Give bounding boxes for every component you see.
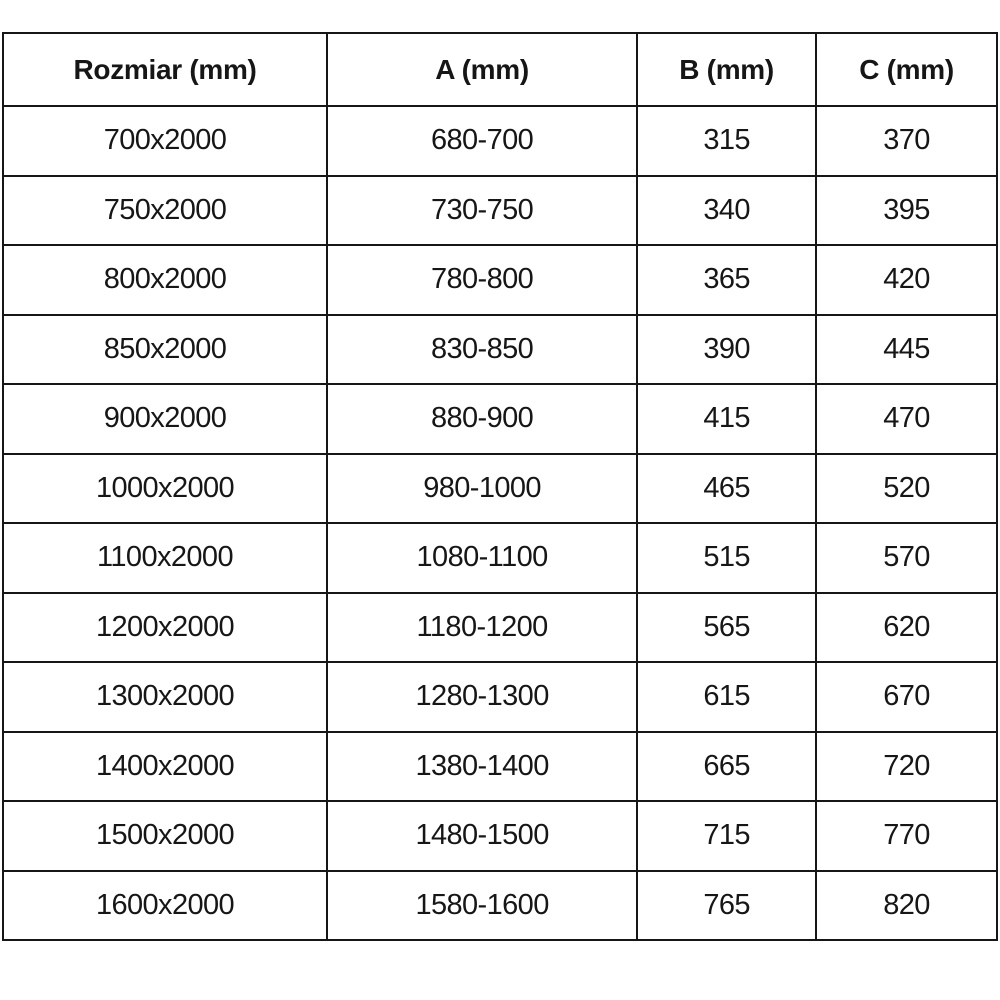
table-cell: 515 (637, 523, 816, 593)
table-row (3, 871, 997, 941)
table-cell: 750x2000 (3, 176, 327, 246)
table-cell: 1380-1400 (327, 732, 637, 802)
table-row (3, 245, 997, 315)
table-cell: 900x2000 (3, 384, 327, 454)
table-cell: 1100x2000 (3, 523, 327, 593)
table-cell: 1500x2000 (3, 801, 327, 871)
table-row (3, 662, 997, 732)
table-cell: 420 (816, 245, 997, 315)
table-cell: 390 (637, 315, 816, 385)
table-cell: 850x2000 (3, 315, 327, 385)
table-cell: 365 (637, 245, 816, 315)
table-cell: 1080-1100 (327, 523, 637, 593)
table-cell: 1600x2000 (3, 871, 327, 941)
table-cell: 470 (816, 384, 997, 454)
size-table-container (2, 32, 998, 941)
table-row (3, 732, 997, 802)
table-cell: 370 (816, 106, 997, 176)
table-cell: 620 (816, 593, 997, 663)
table-cell: 520 (816, 454, 997, 524)
column-header: Rozmiar (mm) (3, 33, 327, 106)
table-cell: 1400x2000 (3, 732, 327, 802)
table-cell: 1480-1500 (327, 801, 637, 871)
table-row (3, 593, 997, 663)
table-cell: 565 (637, 593, 816, 663)
table-cell: 340 (637, 176, 816, 246)
table-cell: 780-800 (327, 245, 637, 315)
table-cell: 445 (816, 315, 997, 385)
column-header: C (mm) (816, 33, 997, 106)
table-cell: 880-900 (327, 384, 637, 454)
table-cell: 980-1000 (327, 454, 637, 524)
column-header: A (mm) (327, 33, 637, 106)
table-cell: 665 (637, 732, 816, 802)
table-cell: 765 (637, 871, 816, 941)
table-cell: 720 (816, 732, 997, 802)
table-cell: 1000x2000 (3, 454, 327, 524)
table-cell: 415 (637, 384, 816, 454)
table-cell: 820 (816, 871, 997, 941)
table-cell: 730-750 (327, 176, 637, 246)
table-cell: 800x2000 (3, 245, 327, 315)
table-row (3, 315, 997, 385)
size-table (2, 32, 998, 941)
table-cell: 680-700 (327, 106, 637, 176)
table-cell: 1580-1600 (327, 871, 637, 941)
column-header: B (mm) (637, 33, 816, 106)
table-cell: 670 (816, 662, 997, 732)
table-cell: 395 (816, 176, 997, 246)
table-row (3, 33, 997, 106)
table-cell: 830-850 (327, 315, 637, 385)
table-cell: 465 (637, 454, 816, 524)
table-row (3, 106, 997, 176)
table-cell: 1280-1300 (327, 662, 637, 732)
table-row (3, 523, 997, 593)
table-cell: 1180-1200 (327, 593, 637, 663)
table-cell: 1200x2000 (3, 593, 327, 663)
table-cell: 315 (637, 106, 816, 176)
table-row (3, 384, 997, 454)
table-cell: 770 (816, 801, 997, 871)
table-cell: 615 (637, 662, 816, 732)
table-cell: 715 (637, 801, 816, 871)
table-row (3, 176, 997, 246)
table-header-row (3, 33, 997, 106)
table-cell: 1300x2000 (3, 662, 327, 732)
table-row (3, 801, 997, 871)
table-row (3, 454, 997, 524)
table-cell: 700x2000 (3, 106, 327, 176)
table-body (3, 106, 997, 940)
table-cell: 570 (816, 523, 997, 593)
